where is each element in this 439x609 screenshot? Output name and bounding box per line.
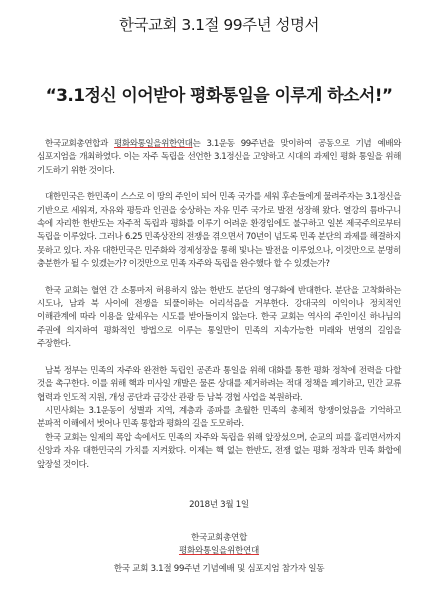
signer-org-2 bbox=[37, 545, 401, 558]
signer-org-1: 한국교회총연합 bbox=[190, 532, 247, 543]
paragraph-intro-before: 한국교회총연합과 bbox=[45, 139, 114, 149]
paragraph-governments: 남북 정부는 민족의 자주와 완전한 독립인 공존과 통일을 위해 대화를 통한 평화 정착에 전력을 다할 것을 촉구한다. 이를 위해 핵과 미사일 개발은 물론 상대를 제거하려는 적대 정책을 폐기하고, 민간 교류 협력과 인도적 지원, 개성 공단과 금강산 관광 등 남북 경협 사업을 복원하라. bbox=[37, 365, 401, 403]
slogan-heading: “3.1정신 이어받아 평화통일을 이루게 하소서!” bbox=[45, 86, 393, 106]
paragraph-intro bbox=[37, 138, 401, 178]
signer-org-2-label: 평화와통일을위한연대 bbox=[178, 546, 260, 557]
paragraph-civil-society: 시민사회는 3.1운동이 성별과 지역, 계층과 종파를 초월한 민족의 총체적 항쟁이었음을 기억하고 분파적 이해에서 벗어나 민족 통합과 평화의 길을 도모하라. bbox=[37, 405, 401, 430]
paragraph-intro-highlight: 평화와통일을위한연대 bbox=[113, 139, 193, 149]
paragraph-history: 대한민국은 한민족이 스스로 이 땅의 주인이 되어 민족 국가를 세워 후손들에게 물려주자는 3.1정신을 기반으로 세워져, 자유와 평등과 인권을 숭상하는 자유 민주 국가로 발전 성장해 왔다. 열강의 틈바구니 속에 자리한 한반도는 자주적 독립과 평화를 이루기 어려운 환경임에도 불구하고 일본 제국주의로부터 독립을 이루었다. 그러나 6.25 민족상잔의 전쟁을 겪으면서 70년이 넘도록 민족 분단의 과제를 해결하지 못하고 있다. 자유 대한민국은 민주화와 경제성장을 통해 빛나는 발전을 이루었으나, 이것만으로 분명히 충분한가 될 수 있겠는가? 이것만으로 민족 자주와 독립을 완수했다 할 수 있겠는가? bbox=[37, 192, 401, 270]
document-title: 한국교회 3.1절 99주년 성명서 bbox=[119, 16, 319, 34]
signer-participants: 한국 교회 3.1절 99주년 기념예배 및 심포지엄 참가자 일동 bbox=[113, 563, 325, 574]
statement-body bbox=[37, 138, 401, 472]
paragraph-church-commitment: 한국 교회는 일제의 폭압 속에서도 민족의 자주와 독립을 위해 앞장섰으며, 순교의 피를 흘리면서까지 신앙과 자유 대한민국의 가치를 지켜왔다. 이제는 핵 없는 한반도, 전쟁 없는 평화 정착과 민족 화합에 앞장설 것이다. bbox=[37, 432, 401, 470]
signers-block bbox=[37, 532, 401, 576]
paragraph-church-position: 한국 교회는 혈연 간 소통마저 허용하지 않는 한반도 분단의 영구화에 반대한다. 분단을 고착화하는 시도나, 남과 북 사이에 전쟁을 되풀이하는 어리석음을 거부한다. 강대국의 이익이나 정치적인 이해관계에 따라 이용을 앞세우는 시도를 받아들이지 않는다. 한국 교회는 역사의 주인이신 하나님의 주권에 의지하여 평화적인 방법으로 이루는 통일만이 민족의 지속가능한 미래와 번영의 길임을 주장한다. bbox=[37, 285, 401, 350]
paragraph-intro-after: 는 3.1운동 99주년을 맞이하여 공동으로 기념 예배와 심포지엄을 개최하였다. 이는 자주 독립을 선언한 3.1정신을 고양하고 시대의 과제인 평화 통일을 위해 기도하기 위한 것이다. bbox=[37, 139, 401, 176]
statement-date: 2018년 3월 1일 bbox=[189, 499, 249, 510]
